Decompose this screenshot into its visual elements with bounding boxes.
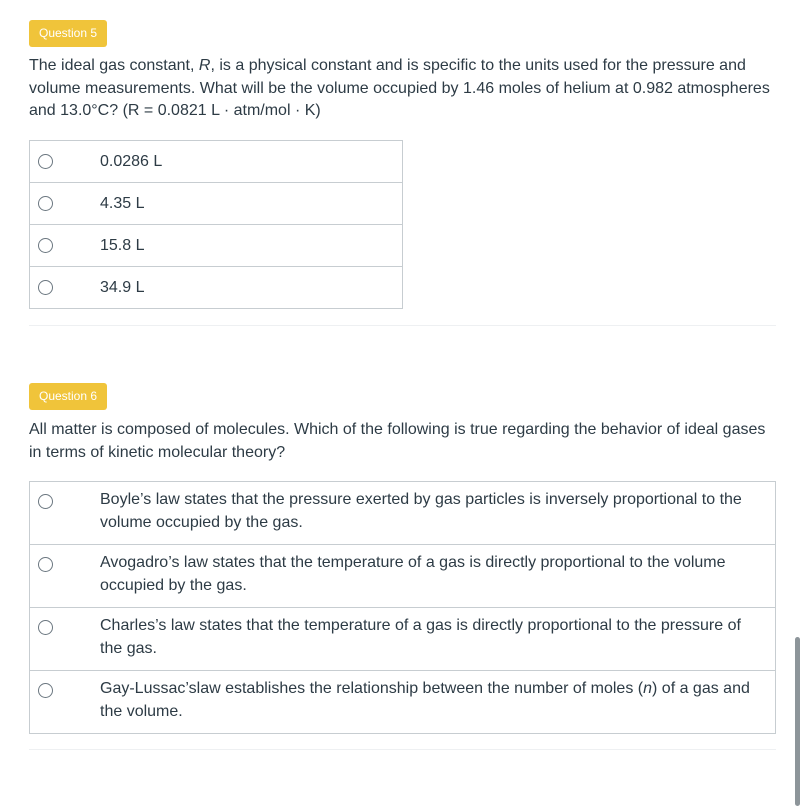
scrollbar[interactable] bbox=[795, 637, 800, 806]
answer-label: 4.35 L bbox=[100, 194, 145, 212]
question-badge: Question 5 bbox=[29, 20, 107, 47]
answer-option[interactable] bbox=[30, 608, 775, 671]
question-divider bbox=[29, 325, 776, 326]
answer-list bbox=[29, 140, 403, 309]
radio-button[interactable] bbox=[38, 238, 53, 253]
answer-option[interactable] bbox=[30, 545, 775, 608]
answer-option[interactable] bbox=[30, 671, 775, 734]
radio-button[interactable] bbox=[38, 557, 53, 572]
question-5 bbox=[29, 20, 776, 309]
answer-label: Gay-Lussac’slaw establishes the relationship between the number of moles (n) of a gas and the volume. bbox=[100, 680, 750, 720]
answer-option[interactable] bbox=[30, 225, 402, 267]
answer-label: 34.9 L bbox=[100, 278, 145, 296]
question-text: The ideal gas constant, R, is a physical constant and is specific to the units used for the pressure and volume measurements. What will be the volume occupied by 1.46 moles of helium at 0.982 atmospheres and 13.0°C? (R = 0.0821 L · atm/mol · K) bbox=[29, 57, 770, 119]
radio-button[interactable] bbox=[38, 620, 53, 635]
radio-button[interactable] bbox=[38, 154, 53, 169]
answer-option[interactable] bbox=[30, 141, 402, 183]
radio-button[interactable] bbox=[38, 683, 53, 698]
question-divider bbox=[29, 749, 776, 750]
answer-label: 15.8 L bbox=[100, 236, 145, 254]
radio-button[interactable] bbox=[38, 196, 53, 211]
answer-label: Avogadro’s law states that the temperature of a gas is directly proportional to the volume occupied by the gas. bbox=[100, 554, 726, 594]
answer-option[interactable] bbox=[30, 183, 402, 225]
question-6 bbox=[29, 383, 776, 734]
radio-button[interactable] bbox=[38, 494, 53, 509]
answer-option[interactable] bbox=[30, 482, 775, 545]
question-text: All matter is composed of molecules. Which of the following is true regarding the behavior of ideal gases in terms of kinetic molecular theory? bbox=[29, 421, 766, 461]
radio-button[interactable] bbox=[38, 280, 53, 295]
answer-label: 0.0286 L bbox=[100, 152, 163, 170]
answer-list bbox=[29, 481, 776, 734]
answer-label: Boyle’s law states that the pressure exerted by gas particles is inversely proportional to the volume occupied by the gas. bbox=[100, 491, 742, 531]
answer-option[interactable] bbox=[30, 267, 402, 309]
answer-label: Charles’s law states that the temperature of a gas is directly proportional to the pressure of the gas. bbox=[100, 617, 741, 657]
question-badge: Question 6 bbox=[29, 383, 107, 410]
